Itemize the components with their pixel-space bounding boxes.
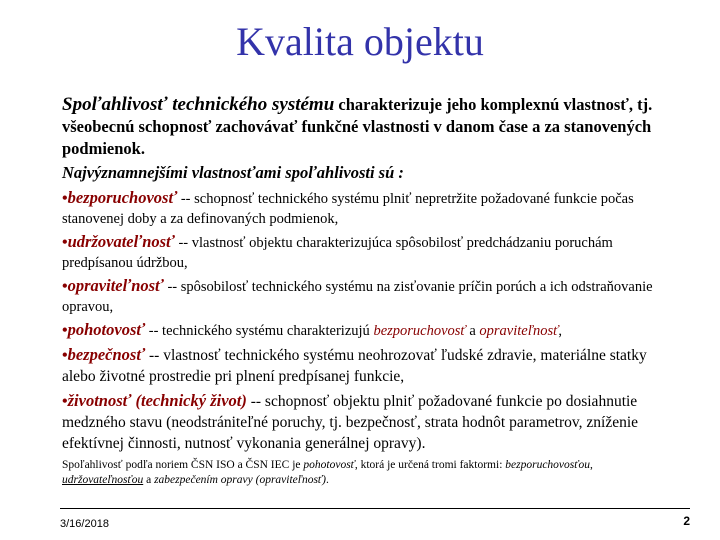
note-text: a xyxy=(143,474,155,486)
bullet-icon: • xyxy=(62,278,68,295)
standards-note xyxy=(62,458,660,488)
item-term: pohotovosť xyxy=(67,320,146,339)
note-text: Spoľahlivosť podľa noriem ČSN ISO a ČSN IEC je xyxy=(62,459,304,471)
item-text: -- technického systému charakterizujú xyxy=(145,323,374,339)
item-term: udržovateľnosť xyxy=(67,232,175,251)
properties-headline: Najvýznamnejšími vlastnosťami spoľahlivosti sú : xyxy=(62,163,404,182)
note-text: . xyxy=(325,474,329,486)
footer-divider xyxy=(60,508,690,509)
slide-title: Kvalita objektu xyxy=(236,19,484,64)
note-keyword: bezporuchovosťou xyxy=(505,459,590,471)
item-keyword: opraviteľnosť xyxy=(479,323,559,339)
note-keyword: pohotovosť xyxy=(303,459,355,471)
list-item-zivotnost xyxy=(62,390,660,454)
item-text: -- schopnosť technického systému plniť nepretržite požadované funkcie počas stanovenej doby a za definovaných podmienok, xyxy=(62,191,634,227)
bullet-icon: • xyxy=(62,234,68,251)
footer-date: 3/16/2018 xyxy=(60,518,109,530)
item-text: -- vlastnosť technického systému neohrozovať ľudské zdravie, materiálne statky alebo životné prostredie pri plnení predpísanej funkcie, xyxy=(62,347,647,385)
item-text: -- vlastnosť objektu charakterizujúca spôsobilosť predchádzaniu poruchám predpísanou údržbou, xyxy=(62,235,613,271)
item-text: -- spôsobilosť technického systému na zisťovanie príčin porúch a ich odstraňovanie opravou, xyxy=(62,279,653,315)
item-term: životnosť (technický život) xyxy=(67,391,247,410)
intro-paragraph xyxy=(62,94,660,160)
intro-text: charakterizuje jeho komplexnú vlastnosť, tj. všeobecnú schopnosť zachovávať funkčné vlastnosti v danom čase a za stanovených podmienok. xyxy=(62,95,653,158)
item-term: bezpečnosť xyxy=(67,345,146,364)
note-keyword: udržovateľnosťou xyxy=(62,474,144,486)
list-item-bezpecnost xyxy=(62,344,660,387)
bullet-icon: • xyxy=(62,322,68,339)
note-text: , xyxy=(589,459,593,471)
item-text: -- schopnosť objektu plniť požadované funkcie po dosiahnutie medzného stavu (neodstrániteľné poruchy, tj. bezpečnosť, strata hodnôt parametrov, zníženie efektívnej činnosti, nutnosť vykonania generálnej opravy). xyxy=(62,393,639,452)
list-item-udrzovatelnost xyxy=(62,232,660,273)
note-keyword: zabezpečením opravy (opraviteľnosť) xyxy=(154,474,326,486)
slide-content xyxy=(62,94,660,500)
bullet-icon: • xyxy=(62,190,68,207)
intro-lead: Spoľahlivosť technického systému xyxy=(62,94,335,115)
item-text: a xyxy=(465,323,480,339)
list-item-pohotovost xyxy=(62,320,660,341)
note-text: , ktorá je určená tromi faktormi: xyxy=(354,459,506,471)
list-item-bezporuchovost xyxy=(62,188,660,229)
item-term: bezporuchovosť xyxy=(67,188,178,207)
item-term: opraviteľnosť xyxy=(67,276,164,295)
item-text: , xyxy=(558,323,563,339)
bullet-icon: • xyxy=(62,347,68,364)
page-number: 2 xyxy=(683,514,690,528)
item-keyword: bezporuchovosť xyxy=(373,323,466,339)
list-item-opravitelnost xyxy=(62,276,660,317)
bullet-icon: • xyxy=(62,393,68,410)
